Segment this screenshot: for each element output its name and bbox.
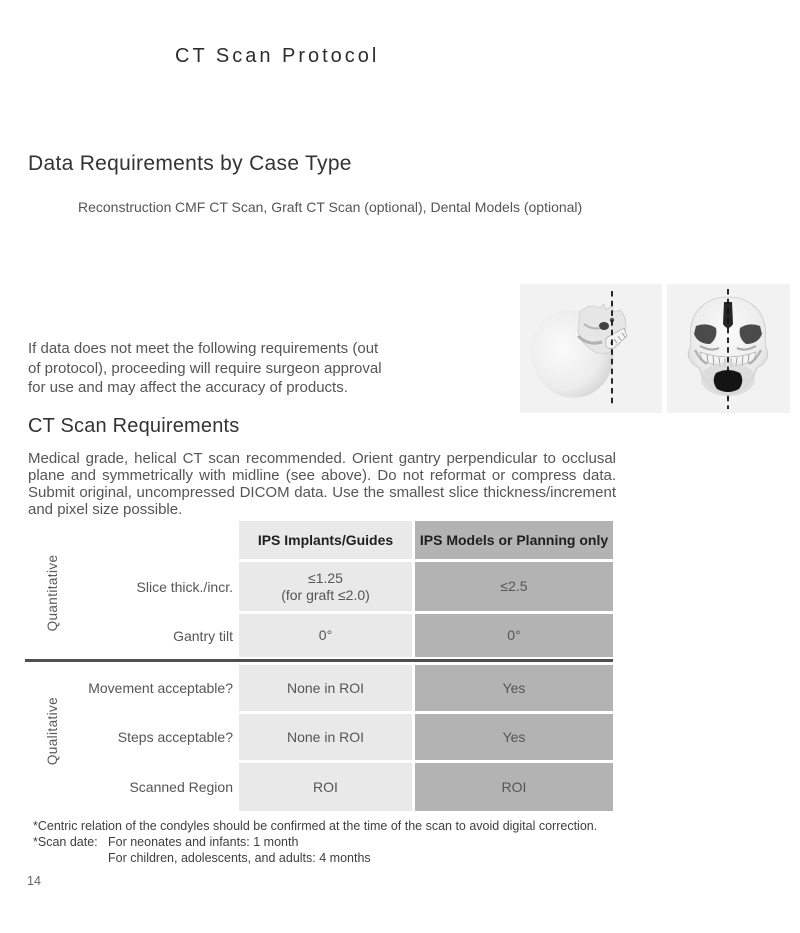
note-line-2: of protocol), proceeding will require surgeon approval bbox=[28, 359, 382, 377]
out-of-protocol-note bbox=[28, 339, 382, 398]
case-type-value: CMF CT Scan, Graft CT Scan (optional), Dental Models (optional) bbox=[175, 199, 583, 215]
row-label-steps-acceptable: Steps acceptable? bbox=[117, 729, 233, 745]
section-heading-ct-requirements: CT Scan Requirements bbox=[28, 415, 240, 437]
note-line-1: If data does not meet the following requirements (out bbox=[28, 340, 379, 357]
cell-slice-implants-value: ≤1.25 bbox=[308, 569, 343, 586]
quantitative-qualitative-divider bbox=[25, 659, 613, 662]
cell-steps-models: Yes bbox=[415, 714, 613, 760]
ct-requirements-body: Medical grade, helical CT scan recommended. Orient gantry perpendicular to occlusal plane and symmetrically with midline (see above). Do not reformat or compress data. Submit original, uncompressed DICOM data. Use the smallest slice thickness/increment and pixel size possible. bbox=[28, 450, 616, 518]
row-label-scanned-region: Scanned Region bbox=[129, 779, 233, 795]
cell-gantry-implants: 0° bbox=[239, 614, 412, 657]
cell-slice-models: ≤2.5 bbox=[415, 562, 613, 611]
footnote-scan-date bbox=[33, 834, 597, 850]
row-label-movement-acceptable: Movement acceptable? bbox=[88, 680, 233, 696]
cell-slice-implants bbox=[239, 562, 412, 611]
row-label-slice-thickness: Slice thick./incr. bbox=[136, 578, 233, 595]
footnote-centric-relation: *Centric relation of the condyles should be confirmed at the time of the scan to avoid digital correction. bbox=[33, 819, 598, 833]
table-header-ips-implants-guides: IPS Implants/Guides bbox=[239, 521, 412, 559]
footnote-scan-date-children: For children, adolescents, and adults: 4 months bbox=[108, 851, 371, 865]
group-label-qualitative: Qualitative bbox=[44, 696, 60, 766]
cell-steps-implants: None in ROI bbox=[239, 714, 412, 760]
page-title: CT Scan Protocol bbox=[175, 45, 380, 67]
orbit-shadow bbox=[599, 322, 609, 330]
cell-slice-implants-note: (for graft ≤2.0) bbox=[281, 586, 370, 603]
case-type-label: Reconstruction bbox=[78, 199, 172, 215]
footnote-scan-date-label: *Scan date: bbox=[33, 835, 98, 849]
skull-lateral-image bbox=[520, 284, 662, 413]
cell-gantry-models: 0° bbox=[415, 614, 613, 657]
cell-movement-models: Yes bbox=[415, 665, 613, 711]
skull-lateral-panel bbox=[520, 284, 662, 413]
footnote-scan-date-infants: For neonates and infants: 1 month bbox=[108, 835, 299, 849]
row-label-gantry-tilt: Gantry tilt bbox=[173, 627, 233, 644]
skull-frontal-panel bbox=[667, 284, 790, 413]
footnotes bbox=[33, 818, 597, 866]
cell-scanned-models: ROI bbox=[415, 763, 613, 811]
section-heading-data-requirements: Data Requirements by Case Type bbox=[28, 152, 352, 175]
note-line-3: for use and may affect the accuracy of products. bbox=[28, 379, 348, 396]
group-label-quantitative: Quantitative bbox=[44, 554, 60, 632]
cell-scanned-implants: ROI bbox=[239, 763, 412, 811]
table-header-ips-models-planning: IPS Models or Planning only bbox=[415, 521, 613, 559]
cell-movement-implants: None in ROI bbox=[239, 665, 412, 711]
skull-frontal-image bbox=[667, 284, 790, 413]
nasal-aperture bbox=[723, 302, 733, 328]
page-number: 14 bbox=[27, 874, 41, 888]
